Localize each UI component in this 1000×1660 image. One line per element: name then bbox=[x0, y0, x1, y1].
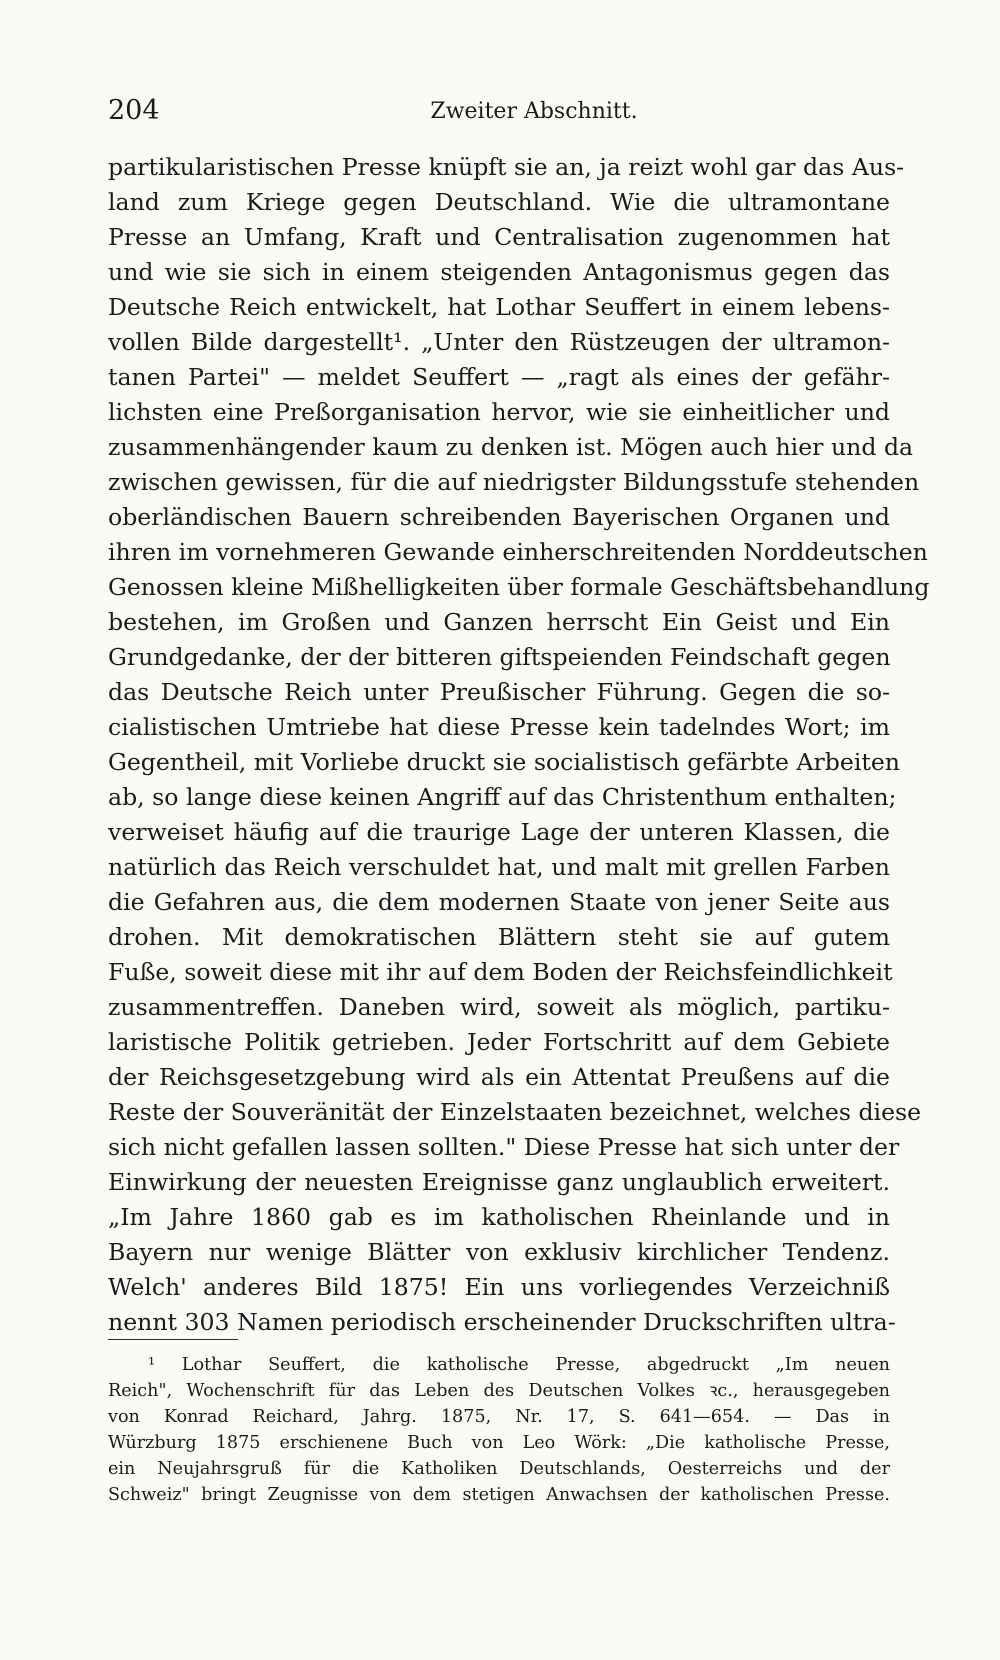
body-text bbox=[108, 150, 930, 1340]
footnote-line: Würzburg 1875 erschienene Buch von Leo Wörk: „Die katholische Presse, bbox=[108, 1433, 890, 1453]
body-line: das Deutsche Reich unter Preußischer Führung. Gegen die so- bbox=[108, 678, 890, 706]
body-line: oberländischen Bauern schreibenden Bayerischen Organen und bbox=[108, 503, 890, 531]
body-line: und wie sie sich in einem steigenden Antagonismus gegen das bbox=[108, 258, 890, 286]
page-number: 204 bbox=[108, 95, 160, 126]
page-header bbox=[108, 95, 900, 135]
body-line: zusammentreffen. Daneben wird, soweit als möglich, partiku- bbox=[108, 993, 890, 1021]
body-line: Bayern nur wenige Blätter von exklusiv kirchlicher Tendenz. bbox=[108, 1238, 890, 1266]
body-line: Gegentheil, mit Vorliebe druckt sie socialistisch gefärbte Arbeiten bbox=[108, 748, 901, 776]
body-line: verweiset häufig auf die traurige Lage der unteren Klassen, die bbox=[108, 818, 890, 846]
body-line: ihren im vornehmeren Gewande einherschreitenden Norddeutschen bbox=[108, 538, 928, 566]
body-line: sich nicht gefallen lassen sollten." Diese Presse hat sich unter der bbox=[108, 1133, 900, 1161]
body-line: Reste der Souveränität der Einzelstaaten bezeichnet, welches diese bbox=[108, 1098, 922, 1126]
footnote-line: ein Neujahrsgruß für die Katholiken Deutschlands, Oesterreichs und der bbox=[108, 1459, 890, 1479]
body-line: Presse an Umfang, Kraft und Centralisation zugenommen hat bbox=[108, 223, 890, 251]
footnote-line: Schweiz" bringt Zeugnisse von dem stetigen Anwachsen der katholischen Presse. bbox=[108, 1485, 890, 1505]
body-line: drohen. Mit demokratischen Blättern steht sie auf gutem bbox=[108, 923, 890, 951]
body-line: Einwirkung der neuesten Ereignisse ganz unglaublich erweitert. bbox=[108, 1168, 890, 1196]
running-head: Zweiter Abschnitt. bbox=[430, 99, 638, 124]
body-line: die Gefahren aus, die dem modernen Staate von jener Seite aus bbox=[108, 888, 890, 916]
body-line: natürlich das Reich verschuldet hat, und malt mit grellen Farben bbox=[108, 853, 890, 881]
footnote bbox=[108, 1352, 890, 1508]
body-line: cialistischen Umtriebe hat diese Presse kein tadelndes Wort; im bbox=[108, 713, 890, 741]
body-line: Fuße, soweit diese mit ihr auf dem Boden der Reichsfeindlichkeit bbox=[108, 958, 893, 986]
body-line: land zum Kriege gegen Deutschland. Wie die ultramontane bbox=[108, 188, 890, 216]
body-line: der Reichsgesetzgebung wird als ein Attentat Preußens auf die bbox=[108, 1063, 890, 1091]
footnote-divider bbox=[108, 1339, 238, 1340]
body-line: bestehen, im Großen und Ganzen herrscht Ein Geist und Ein bbox=[108, 608, 890, 636]
body-line: Welch' anderes Bild 1875! Ein uns vorliegendes Verzeichniß bbox=[108, 1273, 890, 1301]
body-line: Grundgedanke, der der bitteren giftspeienden Feindschaft gegen bbox=[108, 643, 891, 671]
body-line: zwischen gewissen, für die auf niedrigster Bildungsstufe stehenden bbox=[108, 468, 920, 496]
footnote-line: ¹ Lothar Seuffert, die katholische Presse, abgedruckt „Im neuen bbox=[148, 1355, 890, 1375]
body-line: lichsten eine Preßorganisation hervor, wie sie einheitlicher und bbox=[108, 398, 890, 426]
body-line: zusammenhängender kaum zu denken ist. Mögen auch hier und da bbox=[108, 433, 914, 461]
body-line: tanen Partei" — meldet Seuffert — „ragt als eines der gefähr- bbox=[108, 363, 890, 391]
footnote-line: Reich", Wochenschrift für das Leben des Deutschen Volkes ꝛc., herausgegeben bbox=[108, 1381, 890, 1401]
body-line: „Im Jahre 1860 gab es im katholischen Rheinlande und in bbox=[108, 1203, 890, 1231]
footnote-line: von Konrad Reichard, Jahrg. 1875, Nr. 17, S. 641—654. — Das in bbox=[108, 1407, 890, 1427]
body-line: partikularistischen Presse knüpft sie an, ja reizt wohl gar das Aus- bbox=[108, 153, 905, 181]
body-line: vollen Bilde dargestellt¹. „Unter den Rüstzeugen der ultramon- bbox=[108, 328, 890, 356]
body-line: laristische Politik getrieben. Jeder Fortschritt auf dem Gebiete bbox=[108, 1028, 890, 1056]
body-line: ab, so lange diese keinen Angriff auf das Christenthum enthalten; bbox=[108, 783, 897, 811]
body-line: nennt 303 Namen periodisch erscheinender Druckschriften ultra- bbox=[108, 1308, 896, 1336]
body-line: Genossen kleine Mißhelligkeiten über formale Geschäftsbehandlung bbox=[108, 573, 930, 601]
body-line: Deutsche Reich entwickelt, hat Lothar Seuffert in einem lebens- bbox=[108, 293, 890, 321]
